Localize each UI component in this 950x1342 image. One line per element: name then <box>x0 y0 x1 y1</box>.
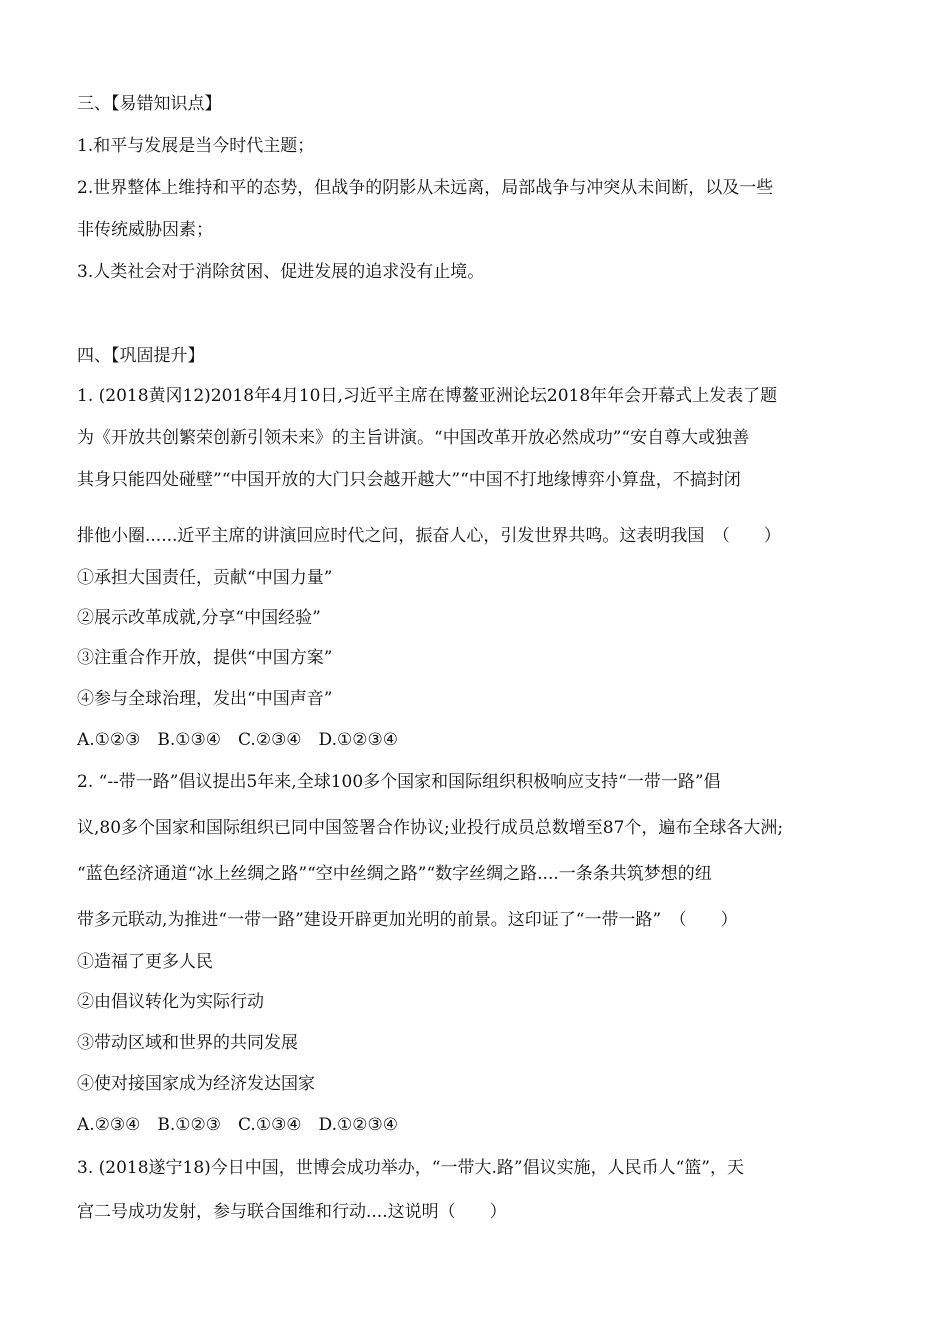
q2-stem-line-2: 议,80多个国家和国际组织已同中国签署合作协议;业投行成员总数增至87个，遍布全球各大洲; <box>77 818 784 838</box>
section-3-item-2-continued: 非传统威胁因素； <box>77 220 213 240</box>
q1-option-2: ②展示改革成就,分享“中国经验” <box>77 608 321 628</box>
section-3-item-3: 3.人类社会对于消除贫困、促进发展的追求没有止境。 <box>77 262 485 282</box>
q2-option-4: ④使对接国家成为经济发达国家 <box>77 1074 315 1094</box>
q2-stem-line-1: 2. “--带一路”倡议提出5年来,全球100多个国家和国际组织积极响应支持“一带一路”倡 <box>77 772 721 792</box>
q2-option-2: ②由倡议转化为实际行动 <box>77 992 264 1012</box>
q1-stem-line-1: 1. (2018黄冈12)2018年4月10日,习近平主席在博鳌亚洲论坛2018年年会开幕式上发表了题 <box>77 386 778 406</box>
q2-stem-line-4: 带多元联动,为推进“一带一路”建设开辟更加光明的前景。这印证了“一带一路” （ ） <box>77 910 738 930</box>
q3-stem-line-2: 宫二号成功发射，参与联合国维和行动....这说明（ ） <box>77 1202 507 1222</box>
q1-option-1: ①承担大国责任，贡献“中国力量” <box>77 568 333 588</box>
q1-stem-line-2: 为《开放共创繁荣创新引领未来》的主旨讲演。“中国改革开放必然成功”“安自尊大或独善 <box>77 428 750 448</box>
q2-choices: A.②③④ B.①②③ C.①③④ D.①②③④ <box>77 1115 398 1135</box>
q2-stem-line-3: “蓝色经济通道“冰上丝绸之路”“空中丝绸之路”“数字丝绸之路....一条条共筑梦想的纽 <box>77 864 712 884</box>
section-3-item-1: 1.和平与发展是当今时代主题； <box>77 136 315 156</box>
q1-choices: A.①②③ B.①③④ C.②③④ D.①②③④ <box>77 730 398 750</box>
q1-stem-line-4: 排他小圈......近平主席的讲演回应时代之问，振奋人心，引发世界共鸣。这表明我国 （ ） <box>77 526 781 546</box>
q2-option-3: ③带动区域和世界的共同发展 <box>77 1033 298 1053</box>
q1-option-3: ③注重合作开放，提供“中国方案” <box>77 648 333 668</box>
q3-stem-line-1: 3. (2018遂宁18)今日中国，世博会成功举办，“一带大.路”倡议实施，人民币人“篮”，天 <box>77 1158 744 1178</box>
section-4-heading: 四、【巩固提升】 <box>77 346 205 366</box>
section-3-heading: 三、【易错知识点】 <box>77 94 222 114</box>
q1-stem-line-3: 其身只能四处碰壁”“中国开放的大门只会越开越大”“中国不打地缘博弈小算盘，不搞封闭 <box>77 470 741 490</box>
section-3-item-2: 2.世界整体上维持和平的态势，但战争的阴影从未远离，局部战争与冲突从未间断，以及一些 <box>77 178 774 198</box>
q2-option-1: ①造福了更多人民 <box>77 952 213 972</box>
q1-option-4: ④参与全球治理，发出“中国声音” <box>77 689 333 709</box>
